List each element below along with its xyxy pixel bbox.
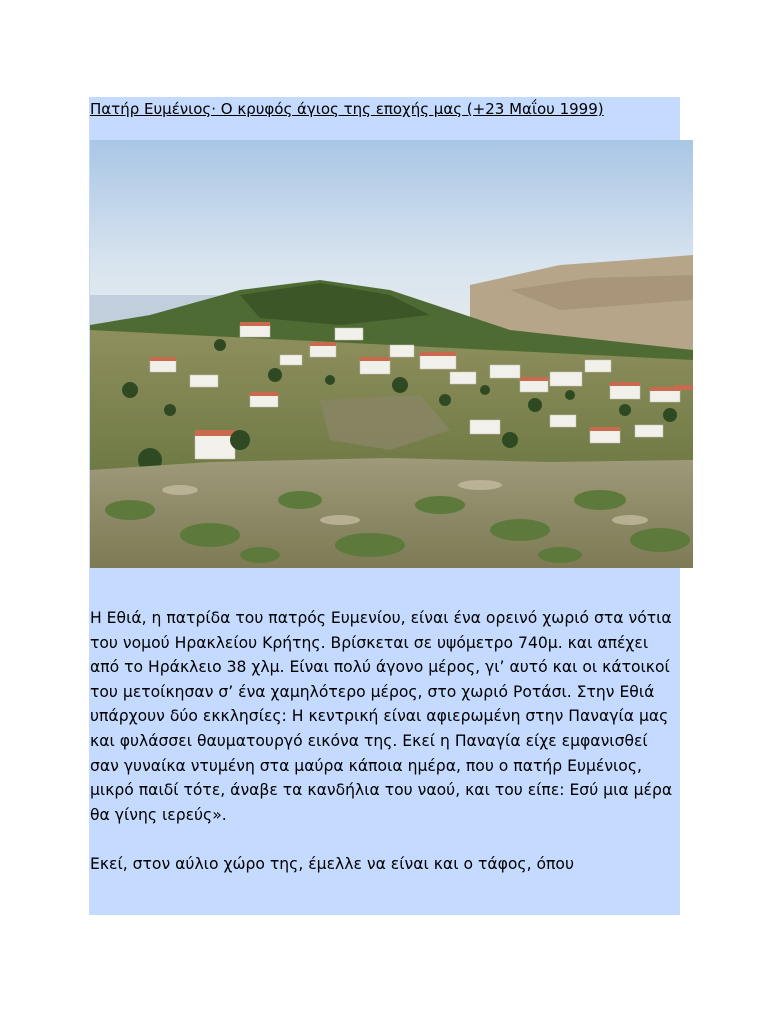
village-landscape-photo	[90, 140, 693, 568]
article-body	[90, 606, 680, 877]
paragraph: Η Εθιά, η πατρίδα του πατρός Ευμενίου, είναι ένα ορεινό χωριό στα νότια του νομού Ηρακλείου Κρήτης. Βρίσκεται σε υψόμετρο 740μ. και απέχει από το Ηράκλειο 38 χλμ. Είναι πολύ άγονο μέρος, γι’ αυτό και οι κάτοικοί του μετοίκησαν σ’ ένα χαμηλότερο μέρος, στο χωριό Ροτάσι. Στην Εθιά υπάρχουν δύο εκκλησίες: Η κεντρική είναι αφιερωμένη στην Παναγία μας και φυλάσσει θαυματουργό εικόνα της. Εκεί η Παναγία είχε εμφανισθεί σαν γυναίκα ντυμένη στα μαύρα κάποια ημέρα, που ο πατήρ Ευμένιος, μικρό παιδί τότε, άναβε τα κανδήλια του ναού, και του είπε: Εσύ μια μέρα θα γίνης ιερεύς».	[90, 609, 673, 824]
article-title[interactable]: Πατήρ Ευμένιος· Ο κρυφός άγιος της εποχής μας (+23 Μαΐου 1999)	[90, 100, 604, 118]
paragraph: Εκεί, στον αύλιο χώρο της, έμελλε να είναι και ο τάφος, όπου	[90, 854, 574, 873]
